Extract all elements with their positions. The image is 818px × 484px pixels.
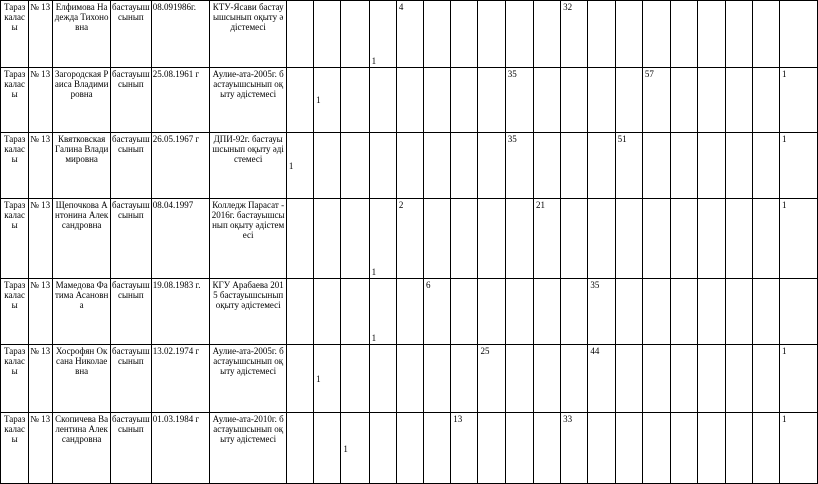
score-cell: [615, 413, 642, 484]
score-cell: [505, 413, 533, 484]
score-cell: [533, 1, 560, 68]
score-cell: [671, 413, 698, 484]
school-cell: № 13: [29, 198, 53, 279]
score-cell: [505, 344, 533, 413]
score-cell: [341, 344, 369, 413]
score-cell: [369, 344, 396, 413]
score-cell: [478, 279, 505, 345]
table-row: [1, 344, 818, 413]
score-cell: [396, 413, 423, 484]
name-cell: Хосрофян Оксана Николаевна: [53, 344, 111, 413]
score-cell: 1: [779, 413, 817, 484]
score-cell: [451, 133, 478, 199]
score-cell: 32: [561, 1, 588, 68]
score-cell: [671, 279, 698, 345]
score-cell: [286, 279, 313, 345]
score-cell: [615, 198, 642, 279]
score-cell: 1: [314, 344, 341, 413]
score-cell: [341, 1, 369, 68]
score-cell: [615, 1, 642, 68]
score-cell: [451, 279, 478, 345]
score-cell: [698, 133, 725, 199]
score-cell: [642, 133, 670, 199]
score-cell: [725, 198, 752, 279]
score-cell: [505, 279, 533, 345]
score-cell: [588, 1, 615, 68]
score-cell: [615, 67, 642, 133]
score-cell: 6: [424, 279, 451, 345]
score-cell: [424, 1, 451, 68]
name-cell: Елфимова Надежда Тихоновна: [53, 1, 111, 68]
score-cell: [314, 279, 341, 345]
region-cell: Таразкаласы: [1, 279, 29, 345]
education-cell: Колледж Парасат - 2016г. бастауышсынып оқыту әдістемесі: [210, 198, 286, 279]
score-cell: [451, 1, 478, 68]
score-cell: [314, 133, 341, 199]
score-cell: [314, 1, 341, 68]
score-cell: 1: [779, 133, 817, 199]
score-cell: [671, 67, 698, 133]
score-cell: [561, 344, 588, 413]
score-cell: [588, 67, 615, 133]
score-cell: [341, 133, 369, 199]
score-cell: [725, 133, 752, 199]
score-cell: 1: [369, 198, 396, 279]
score-cell: 57: [642, 67, 670, 133]
score-cell: [671, 1, 698, 68]
score-cell: [369, 67, 396, 133]
birth-date-cell: 19.08.1983 г.: [151, 279, 210, 345]
school-cell: № 13: [29, 344, 53, 413]
score-cell: 33: [561, 413, 588, 484]
score-cell: [752, 133, 779, 199]
score-cell: [396, 344, 423, 413]
level-cell: бастауышсынып: [110, 133, 151, 199]
score-cell: [642, 279, 670, 345]
score-cell: [642, 344, 670, 413]
score-cell: [451, 344, 478, 413]
score-cell: 13: [451, 413, 478, 484]
table-row: [1, 1, 818, 68]
table-row: [1, 279, 818, 345]
score-cell: [286, 1, 313, 68]
score-cell: [533, 67, 560, 133]
score-cell: [725, 279, 752, 345]
score-cell: 1: [779, 198, 817, 279]
score-cell: [341, 198, 369, 279]
score-cell: [671, 198, 698, 279]
score-cell: 1: [286, 133, 313, 199]
score-cell: [424, 198, 451, 279]
name-cell: Мамедова Фатима Асановна: [53, 279, 111, 345]
region-cell: Таразкаласы: [1, 1, 29, 68]
score-cell: 25: [478, 344, 505, 413]
score-cell: [642, 413, 670, 484]
education-cell: Аулие-ата-2010г. бастауышсынып оқыту әдістемесі: [210, 413, 286, 484]
score-cell: [698, 198, 725, 279]
score-cell: [478, 133, 505, 199]
score-cell: [698, 67, 725, 133]
score-cell: [752, 67, 779, 133]
score-cell: [561, 133, 588, 199]
name-cell: Скопичева Валентина Александровна: [53, 413, 111, 484]
birth-date-cell: 01.03.1984 г: [151, 413, 210, 484]
name-cell: Квятковская Галина Владимировна: [53, 133, 111, 199]
score-cell: 2: [396, 198, 423, 279]
score-cell: 1: [341, 413, 369, 484]
education-cell: Аулие-ата-2005г. бастауышсынып оқыту әдістемесі: [210, 67, 286, 133]
name-cell: Загородская Раиса Владимировна: [53, 67, 111, 133]
score-cell: 1: [314, 67, 341, 133]
score-cell: [561, 198, 588, 279]
school-cell: № 13: [29, 133, 53, 199]
score-cell: 1: [779, 344, 817, 413]
birth-date-cell: 08.04.1997: [151, 198, 210, 279]
score-cell: 4: [396, 1, 423, 68]
score-cell: [424, 133, 451, 199]
score-cell: [396, 67, 423, 133]
score-cell: [725, 1, 752, 68]
score-cell: 51: [615, 133, 642, 199]
score-cell: [451, 67, 478, 133]
score-cell: [478, 67, 505, 133]
table-row: [1, 198, 818, 279]
score-cell: 1: [369, 1, 396, 68]
score-cell: [698, 1, 725, 68]
level-cell: бастауышсынып: [110, 67, 151, 133]
school-cell: № 13: [29, 279, 53, 345]
score-cell: [752, 344, 779, 413]
score-cell: [561, 67, 588, 133]
score-cell: [341, 67, 369, 133]
birth-date-cell: 08.091986г.: [151, 1, 210, 68]
table-row: [1, 67, 818, 133]
birth-date-cell: 25.08.1961 г: [151, 67, 210, 133]
region-cell: Таразкаласы: [1, 344, 29, 413]
score-cell: [341, 279, 369, 345]
region-cell: Таразкаласы: [1, 198, 29, 279]
score-cell: [725, 413, 752, 484]
score-cell: [752, 1, 779, 68]
score-cell: [314, 198, 341, 279]
score-cell: [588, 198, 615, 279]
score-cell: [588, 133, 615, 199]
score-cell: [424, 344, 451, 413]
score-cell: [698, 344, 725, 413]
score-cell: [698, 279, 725, 345]
birth-date-cell: 26.05.1967 г: [151, 133, 210, 199]
score-cell: [671, 344, 698, 413]
education-cell: ДПИ-92г. бастауышсынып оқыту әдістемесі: [210, 133, 286, 199]
score-cell: 35: [505, 133, 533, 199]
education-cell: КТУ-Ясави бастауышсынып оқыту әдістемесі: [210, 1, 286, 68]
score-cell: [451, 198, 478, 279]
score-cell: 1: [779, 67, 817, 133]
name-cell: Щепочкова Антонина Александровна: [53, 198, 111, 279]
score-cell: [615, 279, 642, 345]
score-cell: 44: [588, 344, 615, 413]
score-cell: [671, 133, 698, 199]
score-cell: 21: [533, 198, 560, 279]
birth-date-cell: 13.02.1974 г: [151, 344, 210, 413]
score-cell: [505, 198, 533, 279]
school-cell: № 13: [29, 1, 53, 68]
school-cell: № 13: [29, 67, 53, 133]
region-cell: Таразкаласы: [1, 133, 29, 199]
score-cell: [561, 279, 588, 345]
score-cell: [286, 198, 313, 279]
score-cell: [369, 133, 396, 199]
score-cell: [588, 413, 615, 484]
score-cell: [424, 67, 451, 133]
score-cell: [725, 67, 752, 133]
score-cell: [752, 413, 779, 484]
score-cell: 35: [505, 67, 533, 133]
level-cell: бастауышсынып: [110, 198, 151, 279]
score-cell: [533, 133, 560, 199]
score-cell: [752, 279, 779, 345]
score-cell: [779, 1, 817, 68]
score-cell: [478, 413, 505, 484]
score-cell: 35: [588, 279, 615, 345]
score-cell: [424, 413, 451, 484]
score-cell: [396, 133, 423, 199]
score-cell: [698, 413, 725, 484]
score-cell: [533, 413, 560, 484]
score-cell: [286, 344, 313, 413]
score-cell: [314, 413, 341, 484]
score-cell: [369, 413, 396, 484]
score-cell: [752, 198, 779, 279]
score-cell: [286, 413, 313, 484]
score-cell: 1: [369, 279, 396, 345]
score-cell: [478, 1, 505, 68]
education-cell: Аулие-ата-2005г. бастауышсынып оқыту әдістемесі: [210, 344, 286, 413]
table-row: [1, 133, 818, 199]
score-cell: [642, 1, 670, 68]
score-cell: [615, 344, 642, 413]
score-cell: [286, 67, 313, 133]
score-cell: [533, 344, 560, 413]
score-cell: [396, 279, 423, 345]
level-cell: бастауышсынып: [110, 279, 151, 345]
region-cell: Таразкаласы: [1, 413, 29, 484]
level-cell: бастауышсынып: [110, 413, 151, 484]
table-row: [1, 413, 818, 484]
school-cell: № 13: [29, 413, 53, 484]
level-cell: бастауышсынып: [110, 1, 151, 68]
score-cell: [478, 198, 505, 279]
score-cell: [725, 344, 752, 413]
score-cell: [505, 1, 533, 68]
region-cell: Таразкаласы: [1, 67, 29, 133]
education-cell: КГУ Арабаева 2015 бастауышсынып оқыту әдістемесі: [210, 279, 286, 345]
score-cell: [533, 279, 560, 345]
score-cell: [642, 198, 670, 279]
score-cell: [779, 279, 817, 345]
level-cell: бастауышсынып: [110, 344, 151, 413]
